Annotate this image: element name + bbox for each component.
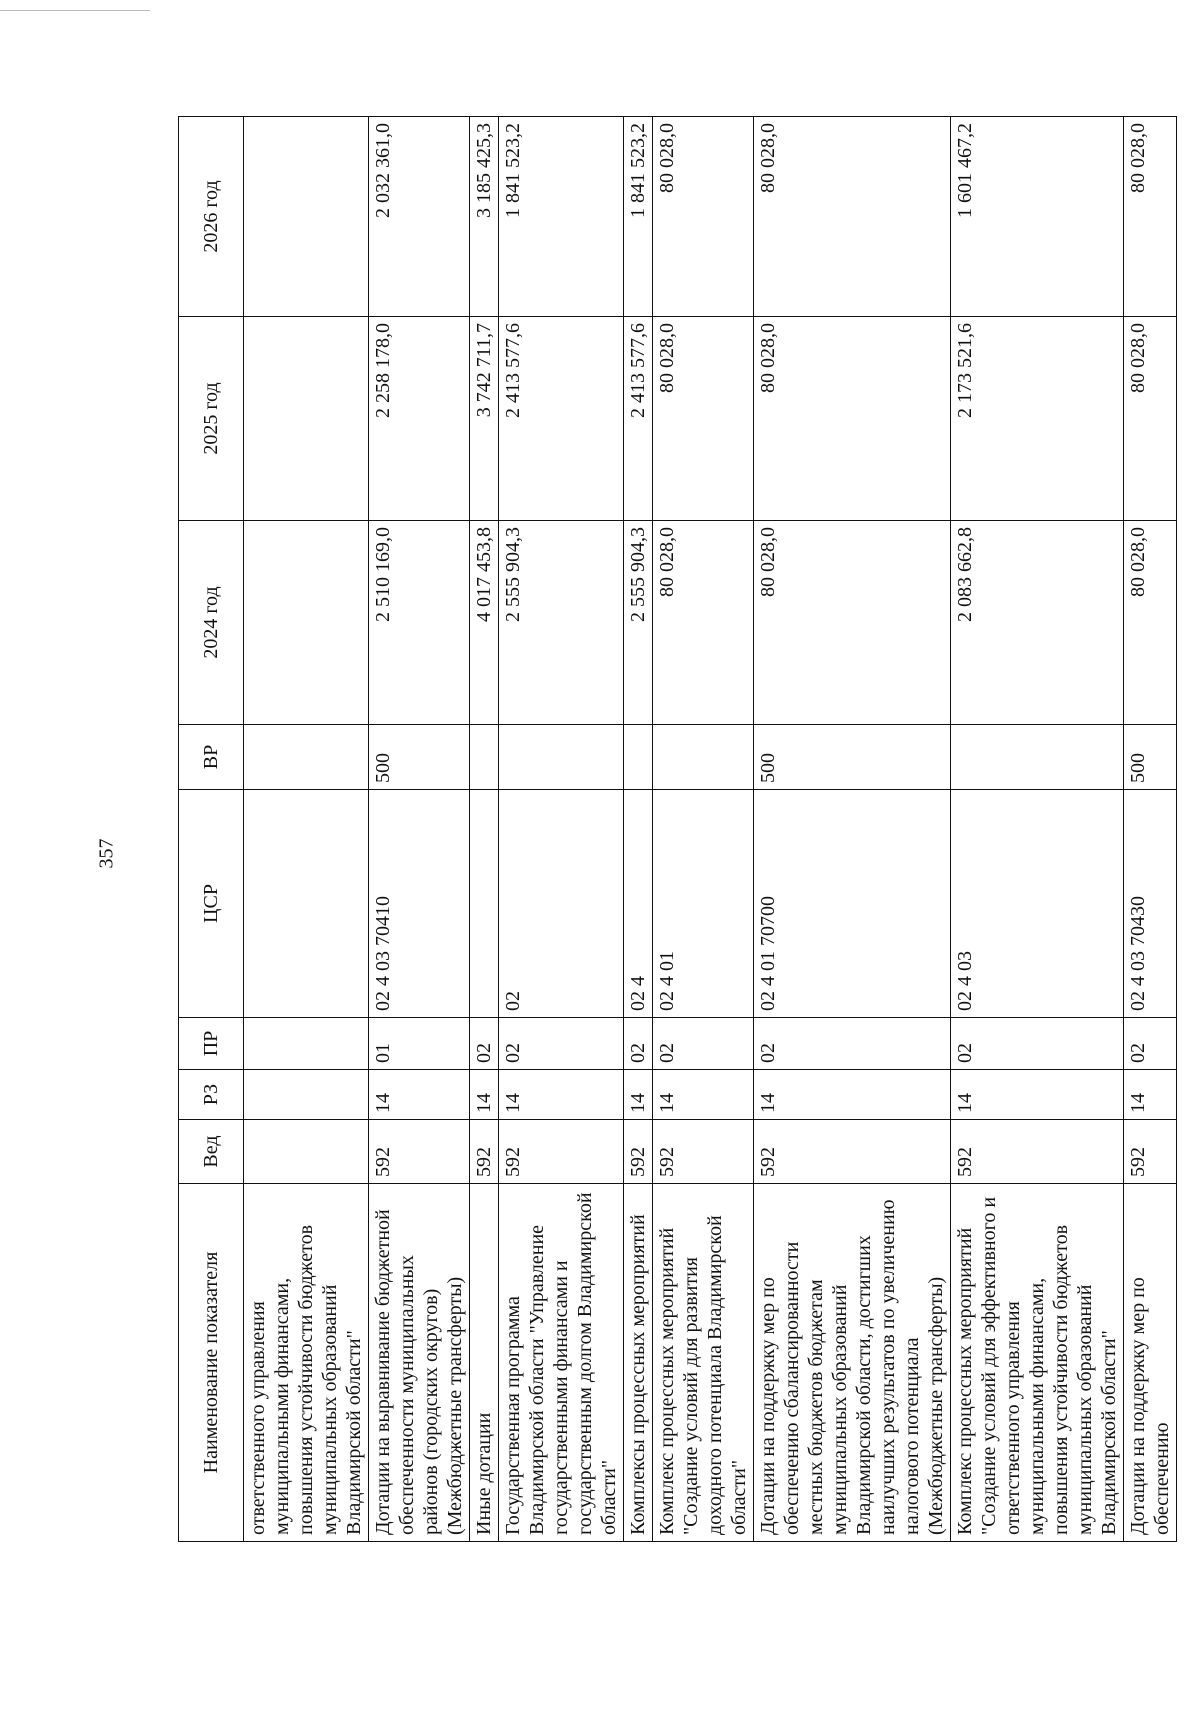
cell-2025: 3 742 711,7 — [470, 317, 499, 521]
cell-ved: 592 — [1124, 1120, 1177, 1184]
cell-rz: 14 — [369, 1070, 470, 1120]
col-header-name: Наименование показателя — [179, 1184, 244, 1542]
cell-2025: 80 028,0 — [653, 317, 754, 521]
cell-2024 — [244, 521, 369, 725]
col-header-pr: ПР — [179, 1018, 244, 1070]
table-row — [470, 117, 499, 1542]
cell-vr: 500 — [369, 725, 470, 790]
cell-2026: 3 185 425,3 — [470, 117, 499, 317]
cell-name: Дотации на поддержку мер по обеспечению — [1124, 1184, 1177, 1542]
cell-vr — [624, 725, 653, 790]
cell-rz: 14 — [653, 1070, 754, 1120]
cell-2024: 2 083 662,8 — [951, 521, 1124, 725]
cell-rz — [244, 1070, 369, 1120]
col-header-rz: РЗ — [179, 1070, 244, 1120]
cell-2024: 2 555 904,3 — [624, 521, 653, 725]
cell-ved: 592 — [951, 1120, 1124, 1184]
cell-vr: 500 — [1124, 725, 1177, 790]
cell-2024: 80 028,0 — [653, 521, 754, 725]
col-header-ved: Вед — [179, 1120, 244, 1184]
table-row — [653, 117, 754, 1542]
cell-vr — [951, 725, 1124, 790]
cell-ved: 592 — [754, 1120, 951, 1184]
cell-name: Комплекс процессных мероприятий "Создание условий для развития доходного потенциала Владимирской области" — [653, 1184, 754, 1542]
cell-name: Дотации на выравнивание бюджетной обеспеченности муниципальных районов (городских округов) (Межбюджетные трансферты) — [369, 1184, 470, 1542]
cell-csr — [470, 790, 499, 1018]
cell-pr: 02 — [951, 1018, 1124, 1070]
cell-rz: 14 — [499, 1070, 624, 1120]
cell-ved: 592 — [470, 1120, 499, 1184]
cell-2026: 80 028,0 — [1124, 117, 1177, 317]
col-header-2026: 2026 год — [179, 117, 244, 317]
cell-rz: 14 — [951, 1070, 1124, 1120]
cell-2026: 80 028,0 — [754, 117, 951, 317]
cell-csr: 02 4 03 70410 — [369, 790, 470, 1018]
cell-rz: 14 — [1124, 1070, 1177, 1120]
cell-csr: 02 4 01 — [653, 790, 754, 1018]
cell-pr: 02 — [1124, 1018, 1177, 1070]
cell-pr: 02 — [499, 1018, 624, 1070]
table-row — [754, 117, 951, 1542]
cell-pr: 02 — [653, 1018, 754, 1070]
col-header-2024: 2024 год — [179, 521, 244, 725]
table-row — [499, 117, 624, 1542]
cell-ved: 592 — [624, 1120, 653, 1184]
cell-pr: 02 — [624, 1018, 653, 1070]
cell-vr — [499, 725, 624, 790]
cell-2025: 80 028,0 — [1124, 317, 1177, 521]
cell-ved: 592 — [499, 1120, 624, 1184]
rotated-table-container — [178, 117, 1178, 1542]
cell-csr: 02 4 03 70430 — [1124, 790, 1177, 1018]
cell-2024: 2 510 169,0 — [369, 521, 470, 725]
cell-2024: 4 017 453,8 — [470, 521, 499, 725]
table-row — [624, 117, 653, 1542]
table-row — [244, 117, 369, 1542]
cell-vr — [244, 725, 369, 790]
table-row — [369, 117, 470, 1542]
cell-csr: 02 4 03 — [951, 790, 1124, 1018]
cell-2025: 2 258 178,0 — [369, 317, 470, 521]
header-row — [179, 117, 244, 1542]
cell-name: ответственного управления муниципальными финансами, повышения устойчивости бюджетов муниципальных образований Владимирской области" — [244, 1184, 369, 1542]
cell-name: Комплекс процессных мероприятий "Создание условий для эффективного и ответственного управления муниципальными финансами, повышения устойчивости бюджетов муниципальных образований Владимирской области" — [951, 1184, 1124, 1542]
budget-table — [178, 116, 1177, 1542]
cell-vr — [470, 725, 499, 790]
cell-pr — [244, 1018, 369, 1070]
cell-csr — [244, 790, 369, 1018]
cell-2026: 80 028,0 — [653, 117, 754, 317]
cell-2025: 80 028,0 — [754, 317, 951, 521]
cell-csr: 02 4 01 70700 — [754, 790, 951, 1018]
cell-rz: 14 — [470, 1070, 499, 1120]
cell-vr — [653, 725, 754, 790]
cell-csr: 02 — [499, 790, 624, 1018]
cell-name: Дотации на поддержку мер по обеспечению сбалансированности местных бюджетов бюджетам муниципальных образований Владимирской области, достигших наилучших результатов по увеличению налогового потенциала (Межбюджетные трансферты) — [754, 1184, 951, 1542]
cell-name: Иные дотации — [470, 1184, 499, 1542]
cell-2026: 2 032 361,0 — [369, 117, 470, 317]
cell-2025: 2 173 521,6 — [951, 317, 1124, 521]
cell-name: Государственная программа Владимирской области "Управление государственными финансами и государственным долгом Владимирской области" — [499, 1184, 624, 1542]
cell-ved: 592 — [653, 1120, 754, 1184]
scan-edge-line — [0, 10, 150, 11]
cell-rz: 14 — [624, 1070, 653, 1120]
cell-2026 — [244, 117, 369, 317]
cell-2025: 2 413 577,6 — [499, 317, 624, 521]
cell-2024: 2 555 904,3 — [499, 521, 624, 725]
cell-vr: 500 — [754, 725, 951, 790]
cell-rz: 14 — [754, 1070, 951, 1120]
table-row — [1124, 117, 1177, 1542]
cell-pr: 01 — [369, 1018, 470, 1070]
page-number: 357 — [95, 838, 118, 869]
cell-name: Комплексы процессных мероприятий — [624, 1184, 653, 1542]
cell-2026: 1 841 523,2 — [499, 117, 624, 317]
cell-2026: 1 601 467,2 — [951, 117, 1124, 317]
col-header-csr: ЦСР — [179, 790, 244, 1018]
cell-ved: 592 — [369, 1120, 470, 1184]
cell-2025 — [244, 317, 369, 521]
cell-pr: 02 — [754, 1018, 951, 1070]
cell-2026: 1 841 523,2 — [624, 117, 653, 317]
cell-2024: 80 028,0 — [1124, 521, 1177, 725]
col-header-vr: ВР — [179, 725, 244, 790]
cell-pr: 02 — [470, 1018, 499, 1070]
table-row — [951, 117, 1124, 1542]
cell-2024: 80 028,0 — [754, 521, 951, 725]
col-header-2025: 2025 год — [179, 317, 244, 521]
cell-2025: 2 413 577,6 — [624, 317, 653, 521]
cell-csr: 02 4 — [624, 790, 653, 1018]
cell-ved — [244, 1120, 369, 1184]
